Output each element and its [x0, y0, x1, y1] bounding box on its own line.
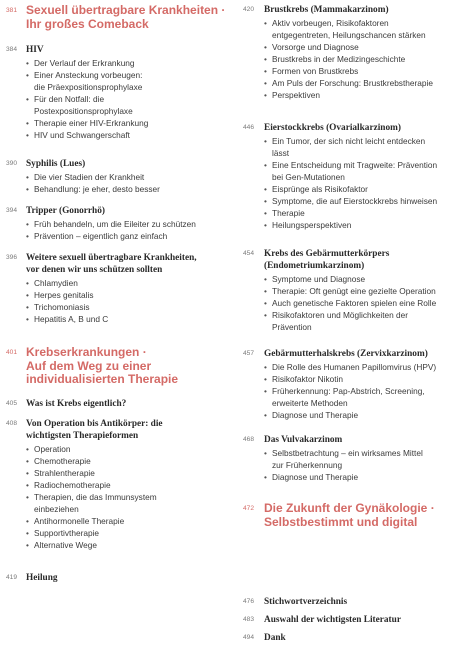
subsection-item: • Chemotherapie — [26, 455, 163, 467]
page-number: 401 — [6, 349, 18, 356]
toc-section — [0, 158, 160, 195]
subsection-item: • Für den Notfall: die Postexpositionsprophylaxe — [26, 93, 148, 117]
toc-backmatter — [238, 614, 401, 626]
subsection-list — [264, 273, 436, 333]
subsection-item: • Auch genetische Faktoren spielen eine Rolle — [264, 297, 436, 309]
page-number: 472 — [243, 505, 255, 512]
subsection-item: • Trichomoniasis — [26, 301, 197, 313]
subsection-item: • Radiochemotherapie — [26, 479, 163, 491]
subsection-item: • Heilungsperspektiven — [264, 219, 437, 231]
page-number: 408 — [6, 420, 18, 427]
subsection-item: • Ein Tumor, der sich nicht leicht entdecken lässt — [264, 135, 437, 159]
subsection-item: • Vorsorge und Diagnose — [264, 41, 433, 53]
page-number: 394 — [6, 207, 18, 214]
section-title: Weitere sexuell übertragbare Krankheiten, vor denen wir uns schützen sollten — [26, 253, 197, 275]
page-number: 405 — [6, 400, 18, 407]
backmatter-title: Auswahl der wichtigsten Literatur — [264, 615, 401, 625]
subsection-item: • HIV und Schwangerschaft — [26, 129, 148, 141]
backmatter-title: Dank — [264, 633, 286, 643]
toc-backmatter — [238, 632, 286, 644]
subsection-list — [26, 57, 148, 141]
subsection-item: • Therapie einer HIV-Erkrankung — [26, 117, 148, 129]
subsection-item: • Risikofaktor Nikotin — [264, 373, 436, 385]
subsection-item: • Strahlentherapie — [26, 467, 163, 479]
backmatter-title: Stichwortverzeichnis — [264, 597, 348, 607]
subsection-item: • Chlamydien — [26, 277, 197, 289]
subsection-list — [264, 361, 436, 421]
subsection-item: • Risikofaktoren und Möglichkeiten der Prävention — [264, 309, 436, 333]
chapter-title: Die Zukunft der Gynäkologie · Selbstbestimmt und digital — [264, 501, 435, 529]
subsection-item: • Operation — [26, 443, 163, 455]
subsection-item: • Die vier Stadien der Krankheit — [26, 171, 160, 183]
section-title: Krebs des Gebärmutterkörpers (Endometriumkarzinom) — [264, 249, 390, 271]
page-number: 494 — [243, 634, 255, 641]
subsection-item: • Eine Entscheidung mit Tragweite: Prävention bei Gen-Mutationen — [264, 159, 437, 183]
toc-section — [0, 572, 58, 584]
chapter-title: Krebserkrankungen · Auf dem Weg zu einer individualisierten Therapie — [26, 345, 179, 386]
subsection-list — [264, 17, 433, 101]
subsection-item: • Therapien, die das Immunsystem einbeziehen — [26, 491, 163, 515]
toc-section — [238, 248, 436, 333]
subsection-list — [26, 443, 163, 551]
subsection-item: • Herpes genitalis — [26, 289, 197, 301]
subsection-item: • Alternative Wege — [26, 539, 163, 551]
toc-section — [0, 398, 126, 410]
section-title: Heilung — [26, 573, 58, 583]
section-title: Eierstockkrebs (Ovarialkarzinom) — [264, 123, 401, 133]
toc-section — [0, 252, 197, 325]
subsection-item: • Der Verlauf der Erkrankung — [26, 57, 148, 69]
subsection-item: • Symptome, die auf Eierstockkrebs hinweisen — [264, 195, 437, 207]
subsection-item: • Antihormonelle Therapie — [26, 515, 163, 527]
page-number: 419 — [6, 574, 18, 581]
subsection-item: • Aktiv vorbeugen, Risikofaktoren entgegentreten, Heilungschancen stärken — [264, 17, 433, 41]
section-title: Was ist Krebs eigentlich? — [26, 399, 127, 409]
toc-backmatter — [238, 596, 347, 608]
page-number: 483 — [243, 616, 255, 623]
subsection-list — [264, 447, 423, 483]
section-title: Tripper (Gonorrhö) — [26, 206, 105, 216]
toc-section — [238, 4, 433, 101]
section-title: Von Operation bis Antikörper: die wichtigsten Therapieformen — [26, 419, 163, 441]
subsection-item: • Einer Ansteckung vorbeugen: die Präexpositionsprophylaxe — [26, 69, 148, 93]
subsection-item: • Therapie: Oft genügt eine gezielte Operation — [264, 285, 436, 297]
page-number: 446 — [243, 124, 255, 131]
subsection-item: • Prävention – eigentlich ganz einfach — [26, 230, 196, 242]
subsection-list — [26, 171, 160, 195]
toc-section — [0, 44, 148, 141]
subsection-item: • Die Rolle des Humanen Papillomvirus (HPV) — [264, 361, 436, 373]
subsection-item: • Symptome und Diagnose — [264, 273, 436, 285]
toc-section — [238, 434, 423, 483]
page-number: 457 — [243, 350, 255, 357]
page-number: 476 — [243, 598, 255, 605]
subsection-item: • Behandlung: je eher, desto besser — [26, 183, 160, 195]
subsection-item: • Diagnose und Therapie — [264, 409, 436, 421]
subsection-item: • Perspektiven — [264, 89, 433, 101]
section-title: Syphilis (Lues) — [26, 159, 86, 169]
page-number: 396 — [6, 254, 18, 261]
toc-section — [0, 418, 163, 551]
toc-section — [238, 348, 436, 421]
subsection-item: • Früh behandeln, um die Eileiter zu schützen — [26, 218, 196, 230]
section-title: Das Vulvakarzinom — [264, 435, 343, 445]
subsection-list — [26, 218, 196, 242]
toc-chapter — [0, 4, 225, 31]
subsection-item: • Brustkrebs in der Medizingeschichte — [264, 53, 433, 65]
toc-chapter — [238, 502, 435, 529]
subsection-item: • Supportivtherapie — [26, 527, 163, 539]
section-title: HIV — [26, 45, 44, 55]
subsection-item: • Früherkennung: Pap-Abstrich, Screening, erweiterte Methoden — [264, 385, 436, 409]
toc-chapter — [0, 346, 178, 387]
page-number: 454 — [243, 250, 255, 257]
subsection-item: • Am Puls der Forschung: Brustkrebstherapie — [264, 77, 433, 89]
toc-section — [0, 205, 196, 242]
section-title: Brustkrebs (Mammakarzinom) — [264, 5, 389, 15]
subsection-item: • Hepatitis A, B und C — [26, 313, 197, 325]
subsection-item: • Selbstbetrachtung – ein wirksames Mittel zur Früherkennung — [264, 447, 423, 471]
subsection-list — [264, 135, 437, 231]
page-number: 390 — [6, 160, 18, 167]
toc-section — [238, 122, 437, 231]
chapter-title: Sexuell übertragbare Krankheiten · Ihr großes Comeback — [26, 3, 226, 31]
subsection-item: • Formen von Brustkrebs — [264, 65, 433, 77]
subsection-item: • Therapie — [264, 207, 437, 219]
page-number: 420 — [243, 6, 255, 13]
section-title: Gebärmutterhalskrebs (Zervixkarzinom) — [264, 349, 428, 359]
page-number: 468 — [243, 436, 255, 443]
subsection-item: • Eisprünge als Risikofaktor — [264, 183, 437, 195]
subsection-item: • Diagnose und Therapie — [264, 471, 423, 483]
subsection-list — [26, 277, 197, 325]
page-number: 381 — [6, 7, 18, 14]
page-number: 384 — [6, 46, 18, 53]
